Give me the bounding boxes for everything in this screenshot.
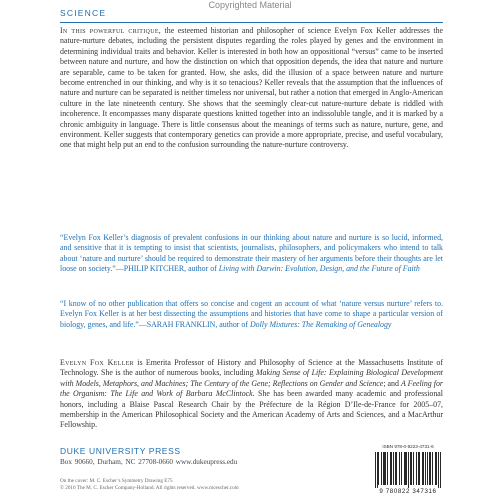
- section-divider: [60, 22, 443, 23]
- isbn-barcode: [372, 444, 444, 496]
- publisher-address: Box 90660, Durham, NC 27708-0660 www.dukeupress.edu: [60, 458, 238, 466]
- blurb-franklin: [60, 299, 443, 330]
- description-lead: In this powerful critique,: [60, 26, 162, 35]
- bio-book-list: Making Sense of Life: Explaining Biological Development with Models, Metaphors, and Machines; The Century of the Gene; Reflections on Gender and Science: [60, 368, 443, 388]
- blurb-kitcher-text: “Evelyn Fox Keller’s diagnosis of prevalent confusions in our thinking about nature and nurture is so lucid, informed, and sensitive that it is tempting to insist that scientists, journalists, philosophers, and policymakers who intend to talk about ‘nature and nurture’ should be required to demonstrate their mastery of her arguments before their thoughts are let loose on society.”: [60, 233, 443, 274]
- bio-text-2: ; and: [383, 378, 401, 388]
- bio-text-3: . She has been awarded many academic and professional honors, including a Blaise Pascal Research Chair by the Préfecture de la Région D’Ile-de-France for 2005–07, membership in the American Philosophical Society and the American Academy of Arts and Sciences, and a MacArthur Fellowship.: [60, 389, 443, 430]
- barcode-bars: [374, 452, 442, 488]
- copyright-watermark: Copyrighted Material: [208, 0, 292, 10]
- cover-credit: [60, 478, 239, 492]
- blurb-franklin-text: “I know of no other publication that offers so concise and cogent an account of what ‘nature versus nurture’ refers to. Evelyn Fox Keller is at her best dissecting the assumptions and histories that have come to shape a particular version of biology, genes, and life.”: [60, 299, 443, 329]
- blurb-kitcher-book: Living with Darwin: Evolution, Design, and the Future of Faith: [218, 264, 420, 274]
- publisher-name: DUKE UNIVERSITY PRESS: [60, 446, 181, 456]
- blurb-franklin-attribution: —SARAH FRANKLIN, author of: [138, 319, 250, 329]
- blurb-kitcher: [60, 233, 443, 275]
- bio-book-mcclintock: A Feeling for the Organism: The Life and Work of Barbara McClintock: [60, 378, 443, 399]
- author-name: Evelyn Fox Keller: [60, 358, 134, 367]
- barcode-digits: 9 780822 347316: [379, 488, 437, 495]
- description-paragraph: [60, 26, 443, 151]
- bio-text-1: is Emerita Professor of History and Philosophy of Science at the Massachusetts Institute of Technology. She is the author of numerous books, including: [60, 358, 443, 378]
- description-text: the esteemed historian and philosopher of science Evelyn Fox Keller addresses the nature-nurture debates, including the persistent disputes regarding the roles played by genes and the environment in determining individual traits and behavior. Keller is interested in both how an oppositional “versus” came to be inserted between nature and nurture, and how the distinction on which that opposition depends, the idea that nature and nurture are separable, came to be taken for granted. How, she asks, did the illusion of a space between nature and nurture become entrenched in our thinking, and why is it so tenacious? Keller reveals that the assumption that the influences of nature and nurture can be separated is neither timeless nor universal, but rather a notion that emerged in Anglo-American culture in the late nineteenth century. She shows that the seemingly clear-cut nature-nurture debate is riddled with incoherence. It encompasses many disparate questions knitted together into an indissoluble tangle, and it is marked by a chronic ambiguity in language. There is little consensus about the meanings of terms such as nature, nurture, gene, and environment. Keller suggests that contemporary genetics can provide a more appropriate, precise, and useful vocabulary, one that might help put an end to the confusion surrounding the nature-nurture controversy.: [60, 26, 443, 150]
- blurb-kitcher-attribution: —PHILIP KITCHER, author of: [115, 264, 219, 274]
- blurb-franklin-book: Dolly Mixtures: The Remaking of Genealogy: [249, 319, 392, 329]
- cover-credit-line1: On the cover: M. C. Escher’s Symmetry Drawing E75: [60, 478, 173, 484]
- author-bio: [60, 358, 443, 431]
- isbn-number: ISBN 978-0-8223-4731-6: [382, 444, 434, 449]
- section-label: SCIENCE: [60, 8, 107, 18]
- cover-credit-line2: © 2010 The M. C. Escher Company-Holland. All rights reserved. www.mcescher.com: [60, 485, 239, 491]
